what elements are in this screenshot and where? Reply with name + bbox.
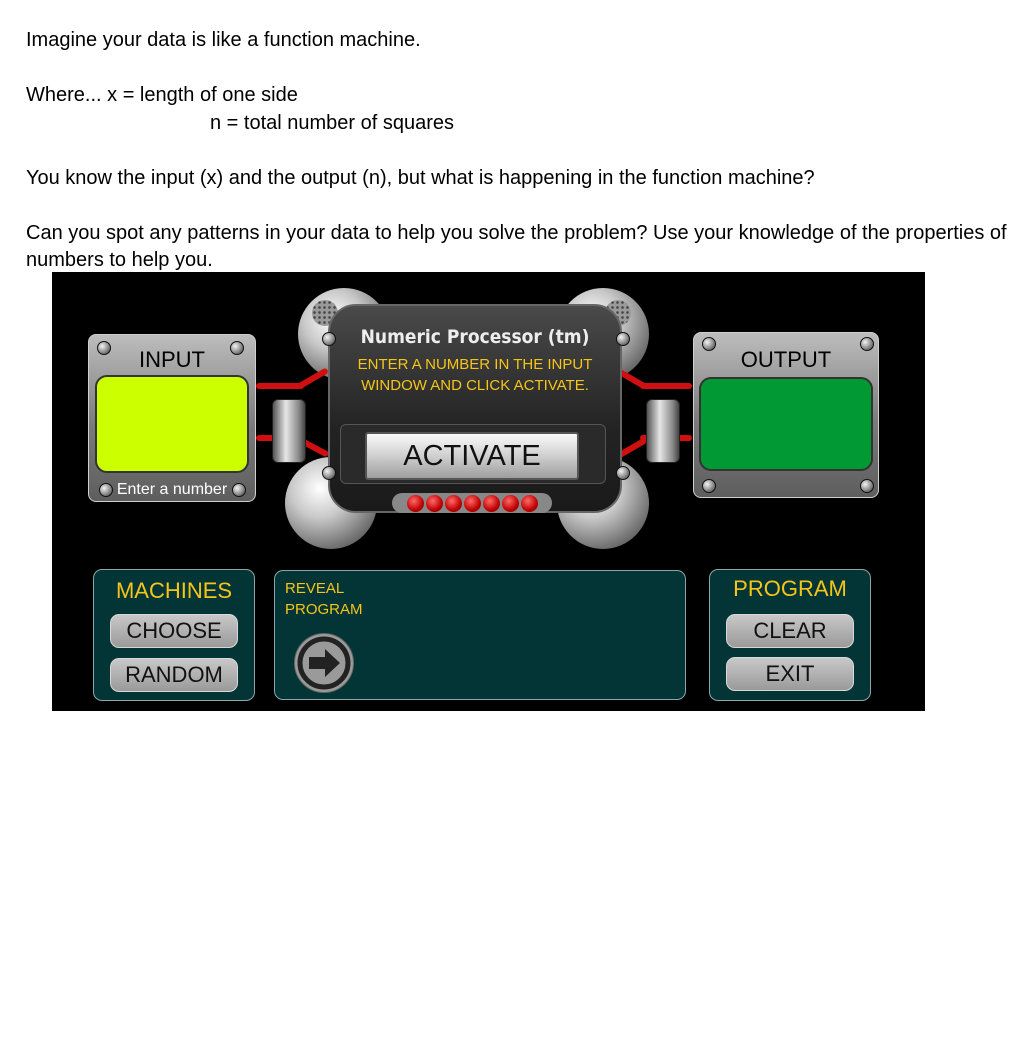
reveal-program-label: REVEAL PROGRAM xyxy=(285,580,363,618)
screw-icon xyxy=(616,466,630,480)
led-light xyxy=(502,495,519,512)
led-light xyxy=(483,495,500,512)
program-heading: PROGRAM xyxy=(733,576,847,601)
led-light xyxy=(426,495,443,512)
function-machine-applet xyxy=(52,272,925,711)
machines-heading: MACHINES xyxy=(115,578,233,603)
exit-button[interactable]: EXIT xyxy=(726,657,854,691)
led-light xyxy=(464,495,481,512)
clear-button[interactable]: CLEAR xyxy=(726,614,854,648)
reveal-program-button[interactable] xyxy=(294,633,354,693)
processor-name: Numeric Processor (tm) xyxy=(360,326,590,348)
input-field[interactable] xyxy=(95,375,249,473)
intro-line-2: Where... x = length of one side xyxy=(26,84,298,106)
led-strip xyxy=(392,493,552,513)
program-display-panel xyxy=(274,570,686,700)
arrow-right-icon xyxy=(295,634,353,692)
screw-icon xyxy=(860,479,874,493)
instructions-text xyxy=(26,27,1024,275)
connector-left xyxy=(272,399,306,463)
machines-panel xyxy=(93,569,255,701)
screw-icon xyxy=(232,483,246,497)
wire xyxy=(297,367,329,389)
wire xyxy=(640,383,692,389)
input-label: INPUT xyxy=(139,347,205,372)
numeric-processor xyxy=(328,304,622,513)
led-light xyxy=(521,495,538,512)
input-panel xyxy=(88,334,256,502)
intro-line-3: n = total number of squares xyxy=(210,111,455,134)
output-label: OUTPUT xyxy=(740,347,832,372)
processor-instructions: ENTER A NUMBER IN THE INPUT WINDOW AND CLICK ACTIVATE. xyxy=(357,356,593,394)
input-hint: Enter a number xyxy=(116,481,228,498)
activate-housing xyxy=(340,424,606,484)
random-button[interactable]: RANDOM xyxy=(110,658,238,692)
screw-icon xyxy=(702,479,716,493)
screw-icon xyxy=(322,466,336,480)
output-display xyxy=(699,377,873,471)
activate-button[interactable]: ACTIVATE xyxy=(365,432,579,480)
intro-line-5: Can you spot any patterns in your data to help you solve the problem? Use your knowledge of the properties of numbers to help you. xyxy=(26,221,1007,271)
intro-line-4: You know the input (x) and the output (n), but what is happening in the function machine? xyxy=(26,166,815,189)
choose-button[interactable]: CHOOSE xyxy=(110,614,238,648)
connector-right xyxy=(646,399,680,463)
program-panel xyxy=(709,569,871,701)
output-panel xyxy=(693,332,879,498)
intro-line-1: Imagine your data is like a function machine. xyxy=(26,29,421,51)
led-light xyxy=(445,495,462,512)
led-light xyxy=(407,495,424,512)
